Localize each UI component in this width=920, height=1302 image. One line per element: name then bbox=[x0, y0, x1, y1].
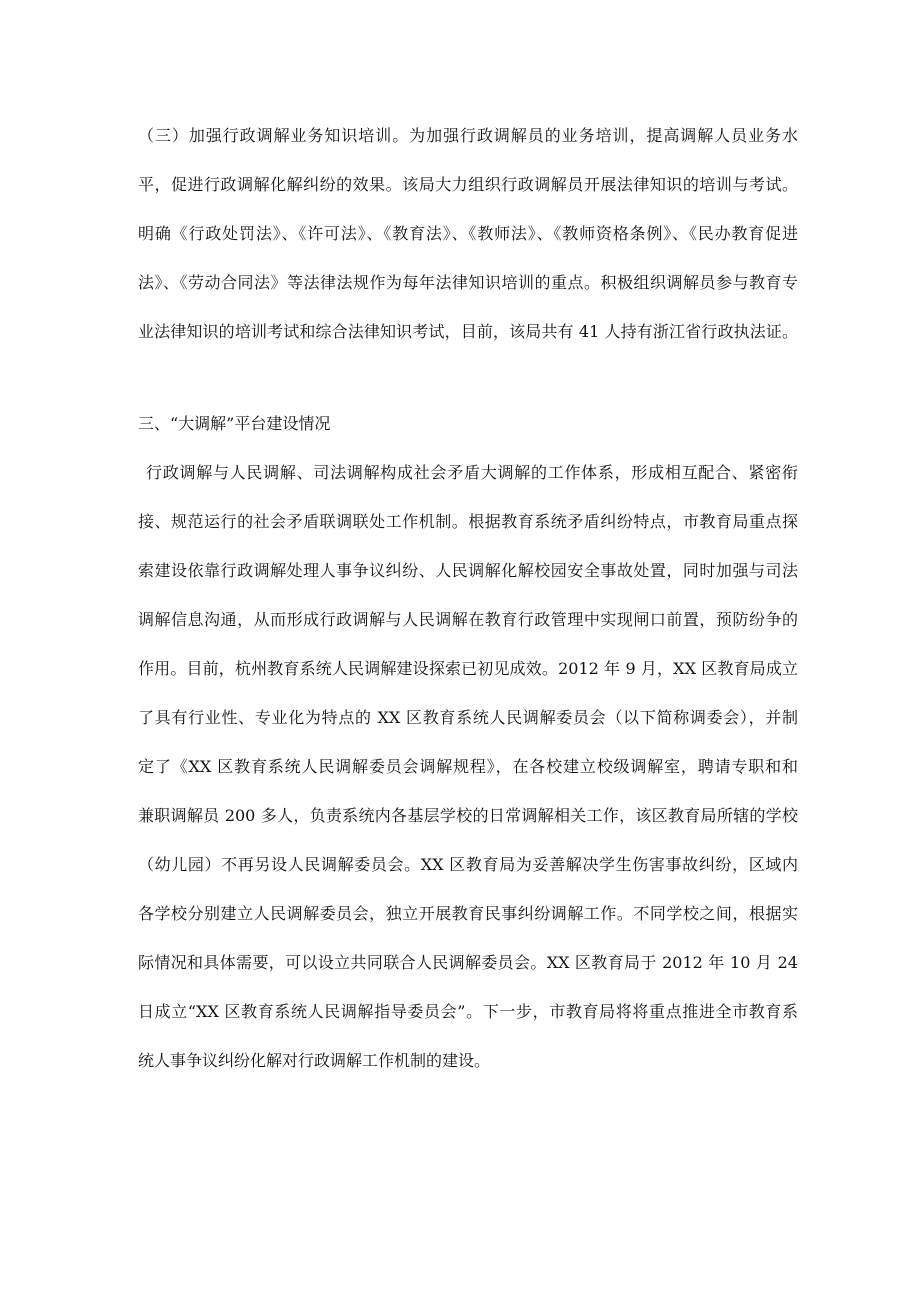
paragraph-line: 索建设依靠行政调解处理人事争议纠纷、人民调解化解校园安全事故处置，同时加强与司法 bbox=[138, 561, 798, 580]
paragraph-line: 业法律知识的培训考试和综合法律知识考试，目前，该局共有 41 人持有浙江省行政执法证。 bbox=[138, 322, 798, 341]
paragraph-line: 定了《XX 区教育系统人民调解委员会调解规程》，在各校建立校级调解室，聘请专职和和 bbox=[138, 757, 798, 776]
paragraph-line: 统人事争议纠纷化解对行政调解工作机制的建设。 bbox=[138, 1051, 491, 1070]
paragraph-line: 各学校分别建立人民调解委员会，独立开展教育民事纠纷调解工作。不同学校之间，根据实 bbox=[138, 904, 798, 923]
paragraph-line: 了具有行业性、专业化为特点的 XX 区教育系统人民调解委员会（以下简称调委会），并制 bbox=[138, 708, 798, 727]
paragraph-line: 作用。目前，杭州教育系统人民调解建设探索已初见成效。2012 年 9 月，XX 区教育局成立 bbox=[138, 659, 798, 678]
paragraph-line: 际情况和具体需要，可以设立共同联合人民调解委员会。XX 区教育局于 2012 年 10 月 24 bbox=[138, 953, 798, 972]
paragraph-line: （幼儿园）不再另设人民调解委员会。XX 区教育局为妥善解决学生伤害事故纠纷，区域内 bbox=[138, 855, 798, 874]
paragraph-line: 调解信息沟通，从而形成行政调解与人民调解在教育行政管理中实现闸口前置，预防纷争的 bbox=[138, 610, 798, 629]
paragraph-line: 明确《行政处罚法》、《许可法》、《教育法》、《教师法》、《教师资格条例》、《民办教育促进 bbox=[138, 224, 798, 243]
section-heading: 三、“大调解”平台建设情况 bbox=[138, 414, 331, 433]
paragraph-line: 法》、《劳动合同法》等法律法规作为每年法律知识培训的重点。积极组织调解员参与教育专 bbox=[138, 273, 798, 292]
paragraph-line: 平，促进行政调解化解纠纷的效果。该局大力组织行政调解员开展法律知识的培训与考试。 bbox=[138, 175, 798, 194]
paragraph-line: 兼职调解员 200 多人，负责系统内各基层学校的日常调解相关工作，该区教育局所辖的学校 bbox=[138, 806, 798, 825]
paragraph-line: 行政调解与人民调解、司法调解构成社会矛盾大调解的工作体系，形成相互配合、紧密衔 bbox=[146, 463, 798, 482]
paragraph-line: 接、规范运行的社会矛盾联调联处工作机制。根据教育系统矛盾纠纷特点，市教育局重点探 bbox=[138, 512, 798, 531]
paragraph-line: （三）加强行政调解业务知识培训。为加强行政调解员的业务培训，提高调解人员业务水 bbox=[138, 126, 798, 145]
paragraph-line: 日成立“XX 区教育系统人民调解指导委员会”。下一步，市教育局将将重点推进全市教育系 bbox=[138, 1002, 798, 1021]
